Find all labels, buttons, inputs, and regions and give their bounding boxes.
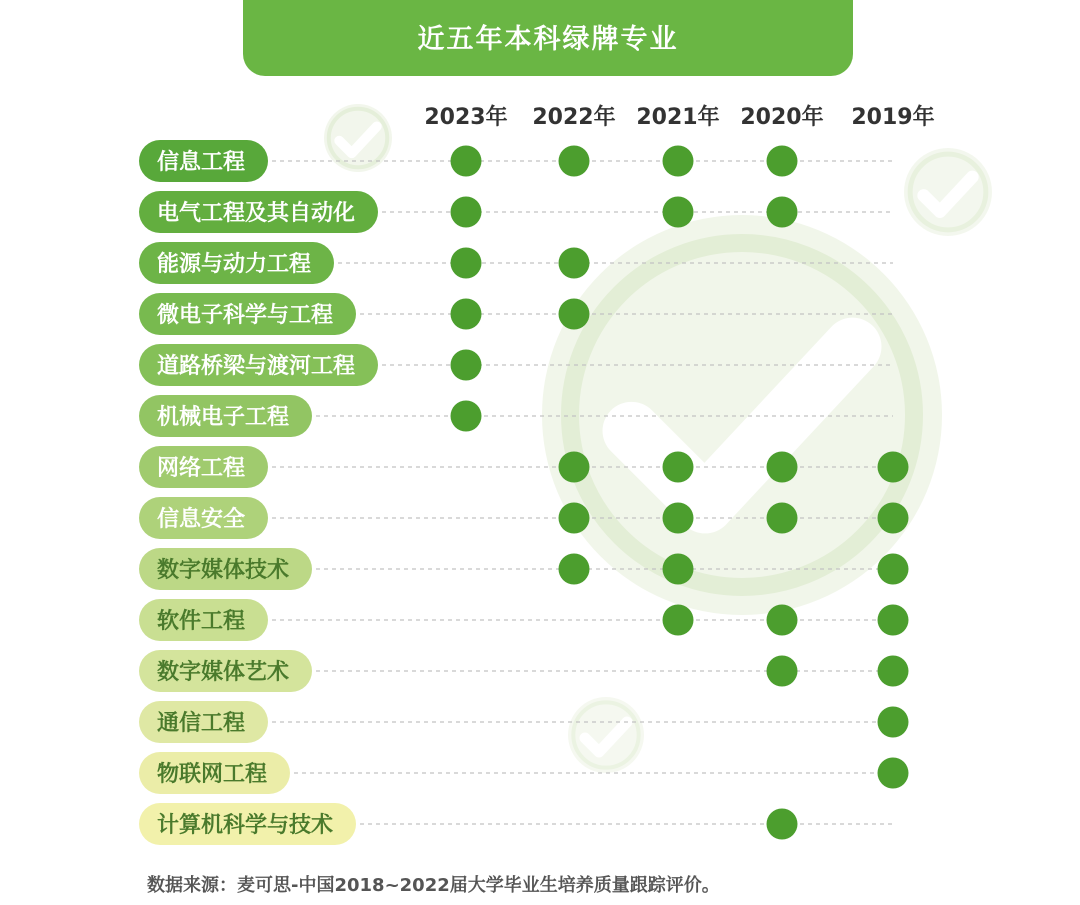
row-label: 机械电子工程	[157, 405, 290, 430]
row-label: 数字媒体艺术	[157, 660, 290, 685]
chart-row	[139, 752, 909, 794]
row-label: 软件工程	[157, 609, 246, 634]
presence-dot	[663, 503, 694, 534]
presence-dot	[663, 554, 694, 585]
presence-dot	[878, 554, 909, 585]
presence-dot	[663, 197, 694, 228]
presence-dot	[451, 248, 482, 279]
presence-dot	[451, 299, 482, 330]
presence-dot	[878, 503, 909, 534]
chart-title: 近五年本科绿牌专业	[417, 23, 679, 55]
row-label: 道路桥梁与渡河工程	[157, 354, 356, 379]
row-label: 信息工程	[157, 150, 246, 175]
presence-dot	[878, 452, 909, 483]
presence-dot	[663, 146, 694, 177]
presence-dot	[878, 707, 909, 738]
presence-dot	[878, 656, 909, 687]
presence-dot	[767, 503, 798, 534]
presence-dot	[451, 146, 482, 177]
row-label: 网络工程	[157, 456, 246, 481]
presence-dot	[878, 758, 909, 789]
presence-dot	[663, 605, 694, 636]
year-header: 2022年	[532, 105, 616, 130]
presence-dot	[767, 605, 798, 636]
year-header: 2020年	[740, 105, 824, 130]
row-label: 微电子科学与工程	[157, 303, 334, 328]
row-label: 物联网工程	[157, 762, 268, 787]
presence-dot	[559, 299, 590, 330]
presence-dot	[767, 656, 798, 687]
chart-row	[139, 140, 893, 182]
chart-row	[139, 701, 909, 743]
year-header: 2019年	[851, 105, 935, 130]
year-header: 2021年	[636, 105, 720, 130]
chart-row	[139, 803, 893, 845]
presence-dot	[559, 503, 590, 534]
presence-dot	[767, 146, 798, 177]
check-watermark-icon	[542, 215, 942, 615]
check-watermark-icon	[904, 148, 992, 236]
check-watermark-icon	[568, 697, 644, 773]
row-label: 计算机科学与技术	[157, 813, 334, 838]
presence-dot	[878, 605, 909, 636]
presence-dot	[767, 197, 798, 228]
presence-dot	[559, 248, 590, 279]
presence-dot	[559, 554, 590, 585]
year-headers	[424, 104, 934, 130]
chart-row	[139, 191, 893, 233]
year-header: 2023年	[424, 105, 508, 130]
presence-dot	[767, 809, 798, 840]
presence-dot	[767, 452, 798, 483]
presence-dot	[663, 452, 694, 483]
presence-dot	[451, 197, 482, 228]
chart-row	[139, 650, 909, 692]
presence-dot	[559, 452, 590, 483]
check-watermark-icon	[324, 104, 392, 172]
source-note: 数据来源：麦可思-中国2018~2022届大学毕业生培养质量跟踪评价。	[147, 875, 720, 896]
row-label: 电气工程及其自动化	[157, 201, 356, 226]
row-label: 数字媒体技术	[157, 558, 290, 583]
row-label: 信息安全	[157, 507, 246, 532]
row-label: 通信工程	[157, 711, 246, 736]
presence-dot	[451, 350, 482, 381]
presence-dot	[451, 401, 482, 432]
row-label: 能源与动力工程	[157, 252, 312, 277]
presence-dot	[559, 146, 590, 177]
